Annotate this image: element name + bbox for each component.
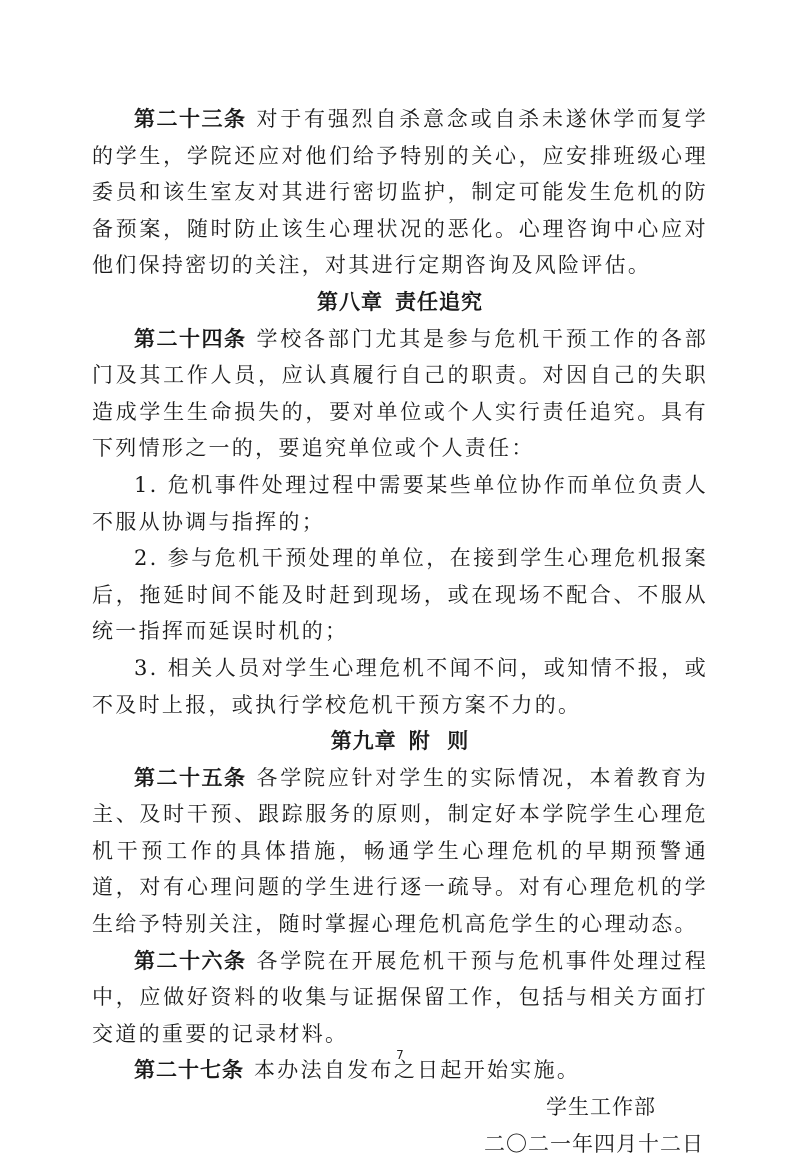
list-item: 1. 危机事件处理过程中需要某些单位协作而单位负责人不服从协调与指挥的；	[92, 472, 708, 534]
article-26	[92, 943, 708, 1053]
article-text: 本办法自发布之日起开始实施。	[254, 1058, 581, 1083]
document-body	[92, 101, 708, 1162]
chapter-title: 责任追究	[395, 289, 483, 314]
signature-department: 学生工作部	[546, 1095, 656, 1120]
article-label: 第二十五条	[134, 765, 247, 790]
list-item: 2. 参与危机干预处理的单位，在接到学生心理危机报案后，拖延时间不能及时赶到现场，或在现场不配合、不服从统一指挥而延误时机的；	[92, 546, 708, 644]
article-25	[92, 760, 708, 943]
article-label: 第二十四条	[134, 326, 247, 351]
article-23	[92, 101, 708, 284]
signature-date: 二〇二一年四月十二日	[484, 1131, 704, 1156]
chapter-title: 附 则	[408, 729, 470, 754]
chapter-heading	[92, 723, 708, 760]
article-text: 学校各部门尤其是参与危机干预工作的各部门及其工作人员，应认真履行自己的职责。对因自己的失职造成学生生命损失的，要对单位或个人实行责任追究。具有下列情形之一的，要追究单位或个人责任：	[92, 326, 709, 461]
article-label: 第二十六条	[134, 948, 247, 973]
article-label: 第二十七条	[134, 1058, 244, 1083]
chapter-heading	[92, 284, 708, 321]
chapter-number: 第八章	[317, 289, 383, 314]
chapter-number: 第九章	[330, 729, 397, 754]
list-item: 3. 相关人员对学生心理危机不闻不问，或知情不报，或不及时上报，或执行学校危机干预方案不力的。	[92, 655, 708, 717]
article-label: 第二十三条	[134, 107, 247, 131]
article-text: 各学院在开展危机干预与危机事件处理过程中，应做好资料的收集与证据保留工作，包括与相关方面打交道的重要的记录材料。	[92, 948, 709, 1046]
article-24	[92, 321, 708, 467]
page-number: 7	[396, 1048, 404, 1062]
article-text: 对于有强烈自杀意念或自杀未遂休学而复学的学生，学院还应对他们给予特别的关心，应安排班级心理委员和该生室友对其进行密切监护，制定可能发生危机的防备预案，随时防止该生心理状况的恶化。心理咨询中心应对他们保持密切的关注，对其进行定期咨询及风险评估。	[92, 107, 709, 278]
article-text: 各学院应针对学生的实际情况，本着教育为主、及时干预、跟踪服务的原则，制定好本学院学生心理危机干预工作的具体措施，畅通学生心理危机的早期预警通道，对有心理问题的学生进行逐一疏导。对有心理危机的学生给予特别关注，随时掌握心理危机高危学生的心理动态。	[92, 765, 709, 937]
